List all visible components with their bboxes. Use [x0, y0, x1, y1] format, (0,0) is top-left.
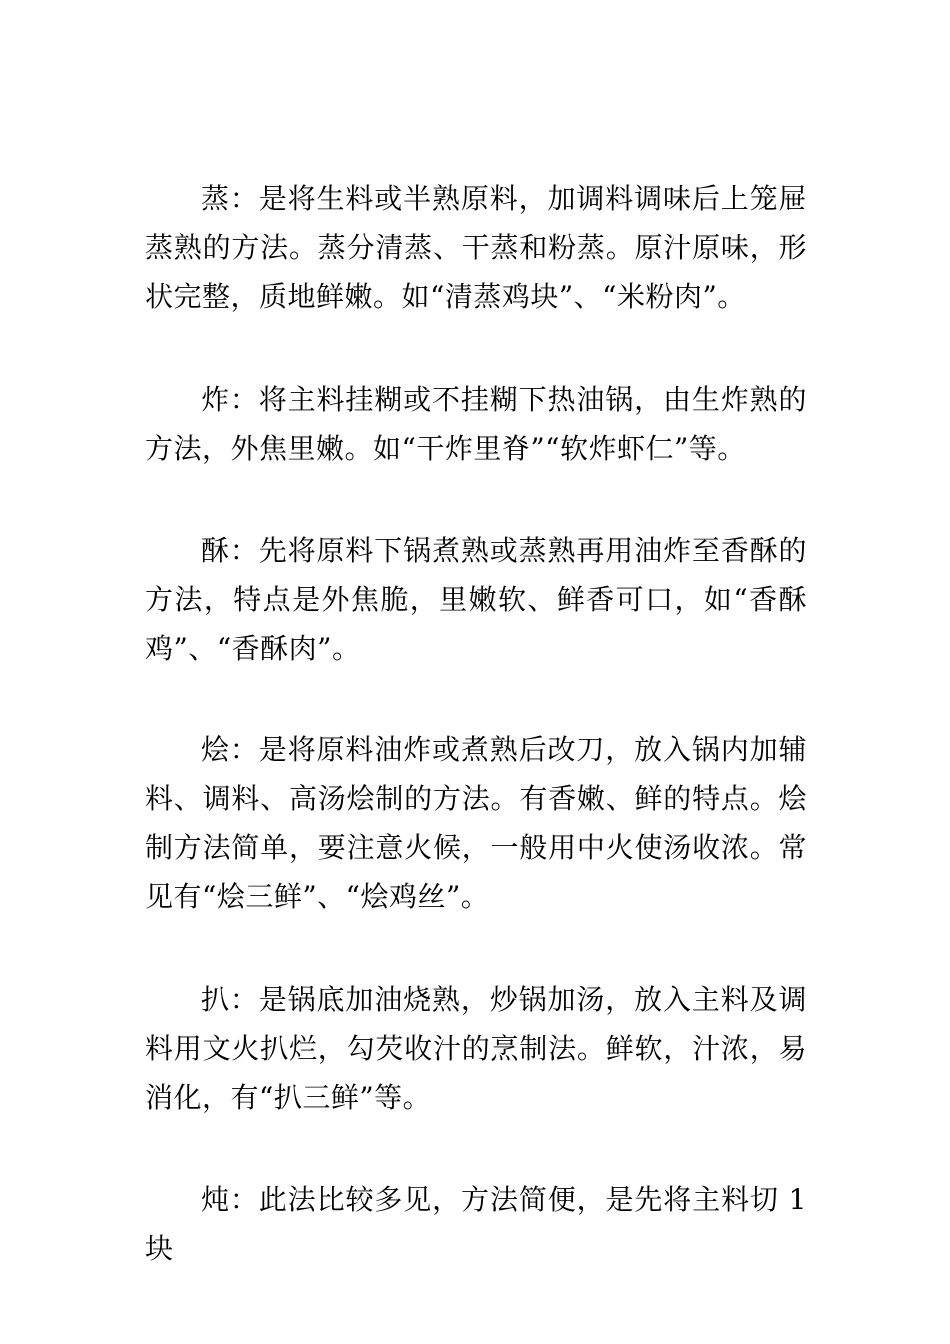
paragraph-stewing: 炖：此法比较多见，方法简便，是先将主料切 1 块: [145, 1183, 807, 1265]
paragraph-steaming: 蒸：是将生料或半熟原料，加调料调味后上笼屉蒸熟的方法。蒸分清蒸、干蒸和粉蒸。原汁原味，形状完整，质地鲜嫩。如“清蒸鸡块”、“米粉肉”。: [145, 182, 807, 313]
paragraph-crisp-frying: 酥：先将原料下锅煮熟或蒸熟再用油炸至香酥的方法，特点是外焦脆，里嫩软、鲜香可口，如“香酥鸡”、“香酥肉”。: [145, 534, 807, 665]
paragraph-braising-pa: 扒：是锅底加油烧熟，炒锅加汤，放入主料及调料用文火扒烂，勾芡收汁的烹制法。鲜软，汁浓，易消化，有“扒三鲜”等。: [145, 983, 807, 1114]
paragraph-deep-frying: 炸：将主料挂糊或不挂糊下热油锅，由生炸熟的方法，外焦里嫩。如“干炸里脊”“软炸虾仁”等。: [145, 383, 807, 465]
paragraph-braising-hui: 烩：是将原料油炸或煮熟后改刀，放入锅内加辅料、调料、高汤烩制的方法。有香嫩、鲜的特点。烩制方法简单，要注意火候，一般用中火使汤收浓。常见有“烩三鲜”、“烩鸡丝”。: [145, 733, 807, 913]
